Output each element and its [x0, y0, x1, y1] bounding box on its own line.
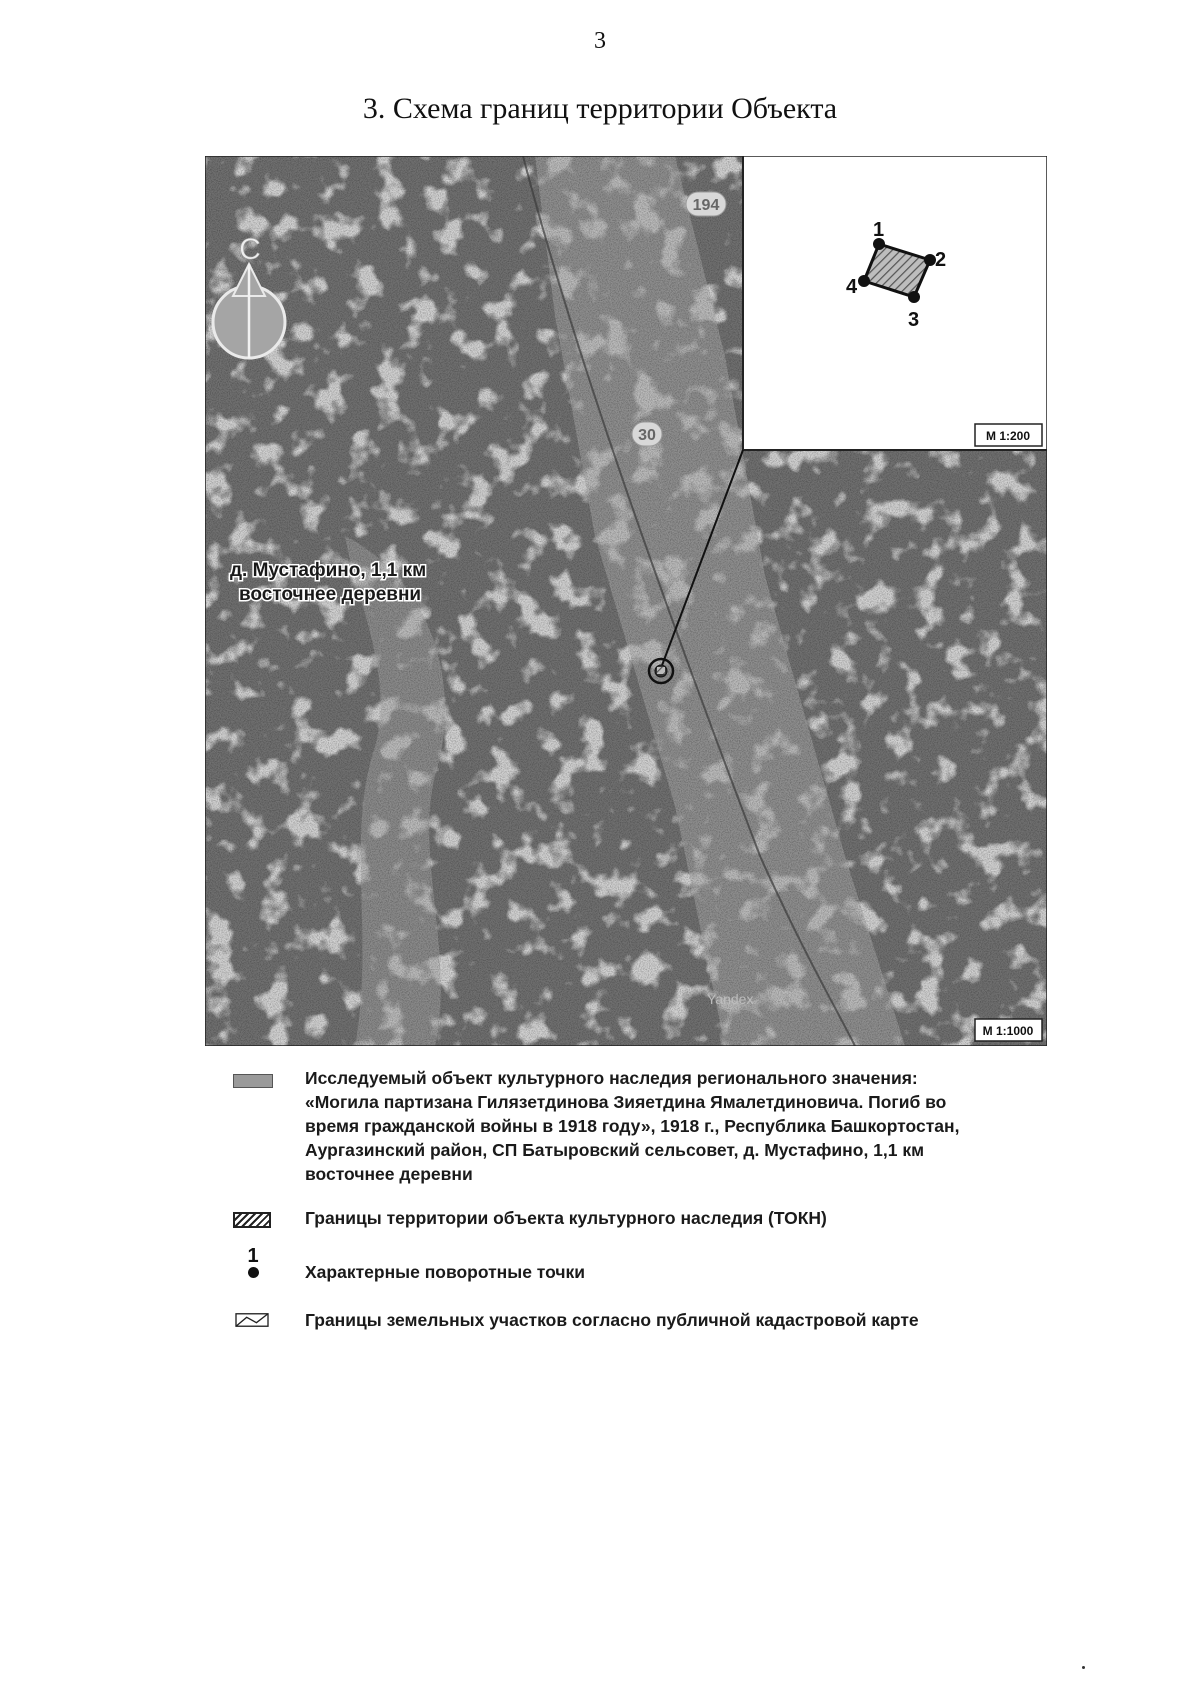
point-4-label: 4: [846, 276, 858, 298]
legend-item-parcels: [233, 1308, 1063, 1332]
map-watermark: Yandex: [707, 991, 754, 1007]
point-dot-icon: [248, 1267, 259, 1278]
point-marker-number: 1: [247, 1245, 259, 1267]
point-marker-icon: [243, 1246, 263, 1278]
legend-text-points: Характерные поворотные точки: [305, 1262, 586, 1282]
parcel-boundary-icon: [233, 1312, 271, 1328]
map-canvas: [205, 156, 1047, 1046]
scan-speck: [1082, 1666, 1085, 1669]
hatch-swatch: [233, 1212, 271, 1228]
road-marker-194: [686, 192, 726, 216]
object-swatch: [233, 1074, 273, 1088]
road-label-194: 194: [692, 197, 720, 214]
legend-text-territory: Границы территории объекта культурного наследия (ТОКН): [305, 1208, 827, 1228]
scale-box-inset: [975, 424, 1042, 446]
page-title: 3. Схема границ территории Объекта: [362, 92, 838, 125]
legend: [233, 1066, 1063, 1350]
point-3-dot: [908, 291, 920, 303]
legend-text-object: Исследуемый объект культурного наследия регионального значения: «Могила партизана Гилязетдинова Зияетдина Ямалетдиновича. Погиб во время гражданской войны в 1918 году», 1918 г., Республика Башкортостан, Аургазинский район, СП Батыровский сельсовет, д. Мустафино, 1,1 км восточнее деревни: [305, 1068, 960, 1184]
point-3-label: 3: [908, 309, 920, 331]
scale-box-main: [975, 1019, 1042, 1041]
legend-item-territory: [233, 1206, 1063, 1230]
legend-text-parcels: Границы земельных участков согласно публичной кадастровой карте: [305, 1310, 919, 1330]
inset-frame: [743, 156, 1047, 450]
legend-item-object: [233, 1066, 1063, 1186]
territory-polygon: [864, 244, 930, 297]
page-number: 3: [594, 28, 606, 54]
boundary-inset: [846, 219, 946, 331]
north-label: С: [239, 233, 261, 266]
place-label: д. Мустафино, 1,1 км восточнее деревни: [230, 560, 427, 605]
map-figure: [205, 156, 1047, 1046]
scale-main-label: М 1:1000: [982, 1024, 1034, 1038]
point-2-label: 2: [935, 249, 947, 271]
road-label-30: 30: [638, 427, 656, 444]
legend-item-points: [233, 1245, 1063, 1290]
point-4-dot: [858, 275, 870, 287]
scale-inset-label: М 1:200: [985, 429, 1031, 443]
point-1-label: 1: [873, 219, 885, 241]
road-marker-30: [632, 422, 662, 446]
